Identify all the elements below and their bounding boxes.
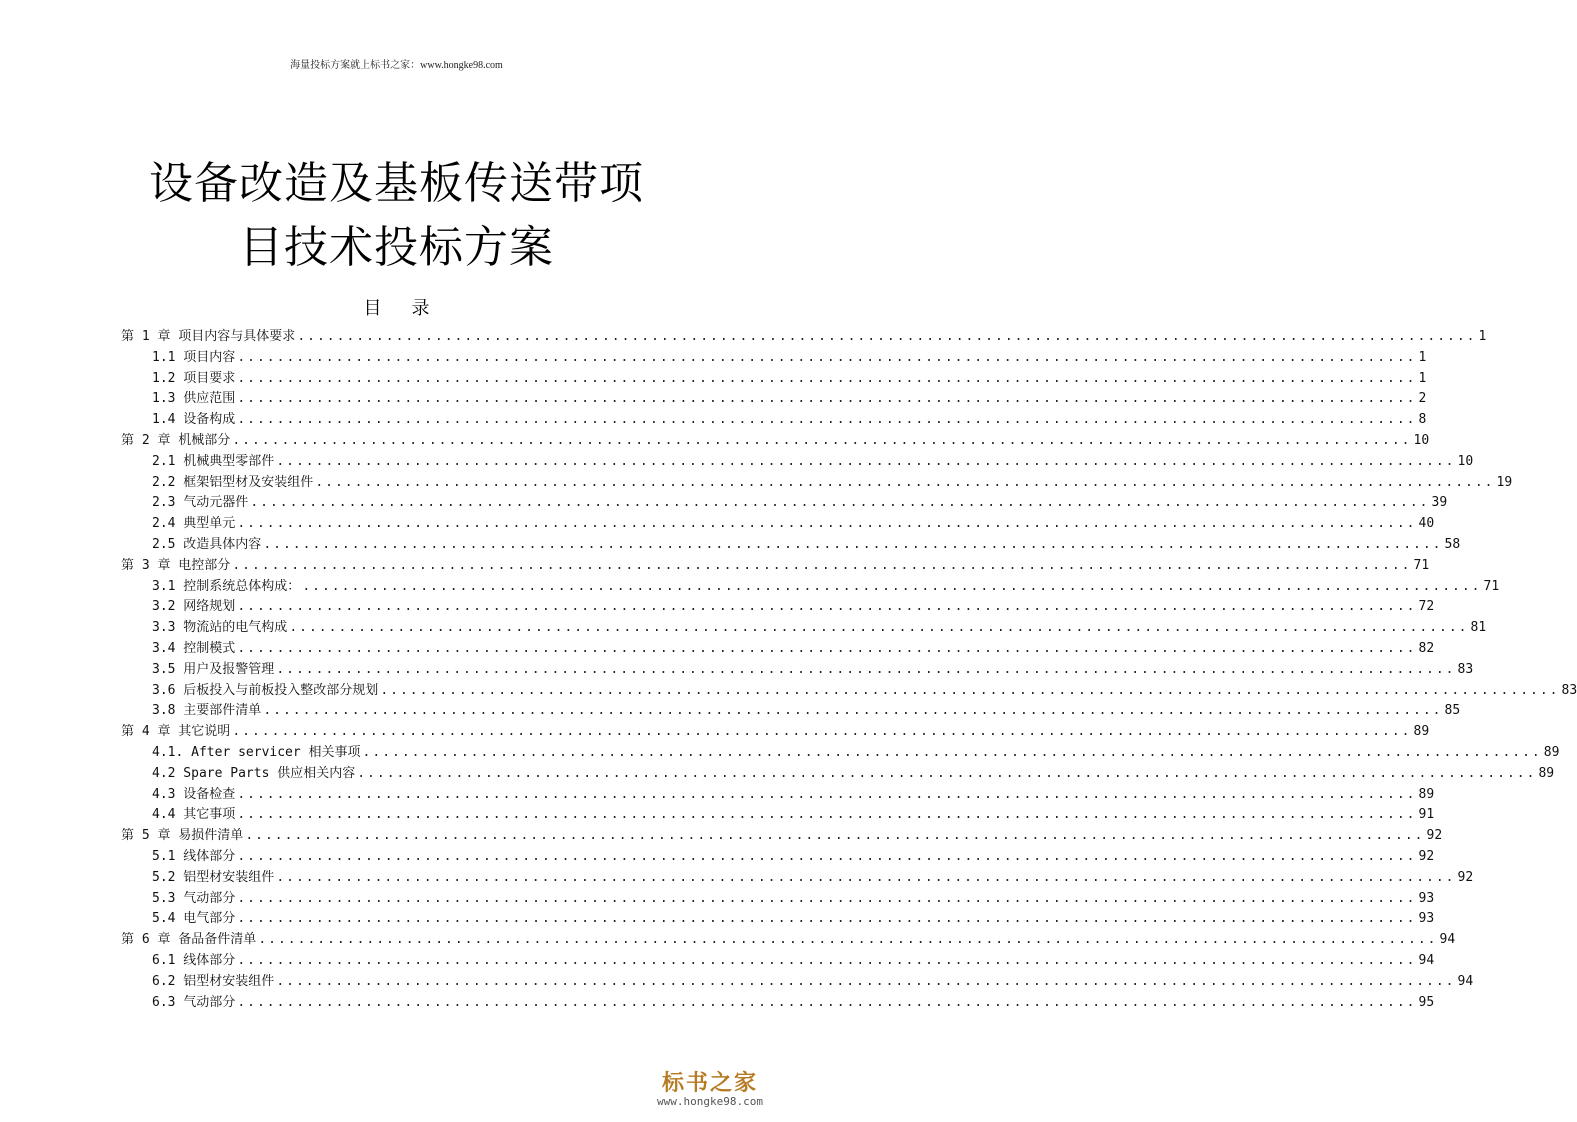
toc-entry-page: 94 <box>1418 952 1435 968</box>
toc-entry-page: 89 <box>1418 786 1435 802</box>
toc-chapter-entry[interactable] <box>121 431 1430 452</box>
toc-section-entry[interactable] <box>121 951 1435 972</box>
toc-entry-page: 39 <box>1431 495 1448 511</box>
toc-section-entry[interactable] <box>121 535 1461 556</box>
toc-section-entry[interactable] <box>121 369 1427 390</box>
toc-leader-dots: ........................................................................................................................ <box>237 994 1417 1010</box>
toc-leader-dots: ........................................................................................................................ <box>302 578 1482 594</box>
toc-entry-page: 89 <box>1413 724 1430 740</box>
toc-leader-dots: ........................................................................................................................ <box>232 557 1412 573</box>
toc-leader-dots: ........................................................................................................................ <box>250 495 1430 511</box>
toc-leader-dots: ........................................................................................................................ <box>237 349 1417 365</box>
toc-entry-page: 10 <box>1457 453 1474 469</box>
toc-leader-dots: ........................................................................................................................ <box>232 724 1412 740</box>
toc-section-entry[interactable] <box>121 514 1435 535</box>
toc-leader-dots: ........................................................................................................................ <box>263 703 1443 719</box>
title-line-1: 设备改造及基板传送带项 <box>149 158 644 209</box>
toc-leader-dots: ........................................................................................................................ <box>237 370 1417 386</box>
document-title <box>0 152 793 280</box>
toc-section-entry[interactable] <box>121 972 1474 993</box>
toc-entry-label: 4.4 其它事项 <box>152 807 236 823</box>
toc-section-entry[interactable] <box>121 660 1474 681</box>
toc-leader-dots: ........................................................................................................................ <box>237 391 1417 407</box>
toc-entry-page: 1 <box>1418 370 1427 386</box>
toc-leader-dots: ........................................................................................................................ <box>237 786 1417 802</box>
toc-section-entry[interactable] <box>121 909 1435 930</box>
toc-leader-dots: ........................................................................................................................ <box>237 412 1417 428</box>
logo-name: 标书之家 <box>661 1071 758 1096</box>
toc-section-entry[interactable] <box>121 764 1555 785</box>
toc-entry-page: 1 <box>1478 329 1487 344</box>
toc-entry-label: 第 6 章 备品备件清单 <box>121 932 257 948</box>
toc-entry-label: 3.3 物流站的电气构成 <box>152 620 288 636</box>
toc-section-entry[interactable] <box>121 889 1435 910</box>
toc-chapter-entry[interactable] <box>121 826 1443 847</box>
toc-section-entry[interactable] <box>121 410 1427 431</box>
toc-entry-label: 3.6 后板投入与前板投入整改部分规划 <box>152 682 379 698</box>
toc-leader-dots: ........................................................................................................................ <box>362 744 1542 760</box>
toc-entry-page: 83 <box>1561 682 1577 698</box>
toc-section-entry[interactable] <box>121 785 1435 806</box>
toc-entry-page: 94 <box>1439 932 1456 948</box>
toc-leader-dots: ........................................................................................................................ <box>237 911 1417 927</box>
toc-entry-page: 92 <box>1457 869 1474 885</box>
toc-leader-dots: ........................................................................................................................ <box>237 807 1417 823</box>
toc-entry-label: 5.2 铝型材安装组件 <box>152 869 275 885</box>
toc-section-entry[interactable] <box>121 348 1427 369</box>
toc-entry-label: 第 5 章 易损件清单 <box>121 828 244 844</box>
toc-section-entry[interactable] <box>121 993 1435 1014</box>
toc-entry-page: 91 <box>1418 807 1435 823</box>
toc-entry-page: 83 <box>1457 661 1474 677</box>
toc-chapter-entry[interactable] <box>121 722 1430 743</box>
toc-entry-page: 71 <box>1483 578 1500 594</box>
toc-entry-label: 第 3 章 电控部分 <box>121 557 231 573</box>
logo-url: www.hongke98.com <box>657 1095 763 1108</box>
toc-chapter-entry[interactable] <box>121 930 1456 951</box>
table-of-contents <box>121 327 1577 1013</box>
toc-leader-dots: ........................................................................................................................ <box>289 620 1469 636</box>
toc-leader-dots: ........................................................................................................................ <box>263 536 1443 552</box>
toc-entry-label: 6.1 线体部分 <box>152 952 236 968</box>
toc-section-entry[interactable] <box>121 493 1448 514</box>
toc-entry-label: 3.1 控制系统总体构成： <box>152 578 301 594</box>
toc-chapter-entry[interactable] <box>121 556 1430 577</box>
toc-entry-page: 93 <box>1418 911 1435 927</box>
toc-section-entry[interactable] <box>121 743 1560 764</box>
toc-entry-label: 1.4 设备构成 <box>152 412 236 428</box>
toc-leader-dots: ........................................................................................................................ <box>237 952 1417 968</box>
toc-section-entry[interactable] <box>121 452 1474 473</box>
toc-leader-dots: ........................................................................................................................ <box>357 765 1537 781</box>
toc-section-entry[interactable] <box>121 868 1474 889</box>
page-header: 海量投标方案就上标书之家：www.hongke98.com <box>290 60 503 71</box>
toc-entry-page: 94 <box>1457 973 1474 989</box>
toc-entry-page: 85 <box>1444 703 1461 719</box>
toc-entry-label: 2.4 典型单元 <box>152 516 236 532</box>
toc-entry-page: 10 <box>1413 432 1430 448</box>
toc-entry-page: 89 <box>1543 744 1560 760</box>
toc-entry-label: 1.2 项目要求 <box>152 370 236 386</box>
toc-entry-label: 4.3 设备检查 <box>152 786 236 802</box>
toc-entry-label: 3.2 网络规划 <box>152 599 236 615</box>
toc-entry-page: 89 <box>1538 765 1555 781</box>
toc-leader-dots: ........................................................................................................................ <box>276 453 1456 469</box>
toc-entry-label: 第 1 章 项目内容与具体要求 <box>121 329 296 344</box>
toc-entry-page: 92 <box>1418 848 1435 864</box>
toc-leader-dots: ........................................................................................................................ <box>276 973 1456 989</box>
toc-leader-dots: ........................................................................................................................ <box>315 474 1495 490</box>
toc-leader-dots: ........................................................................................................................ <box>245 828 1425 844</box>
toc-entry-page: 2 <box>1418 391 1427 407</box>
toc-entry-page: 95 <box>1418 994 1435 1010</box>
toc-leader-dots: ........................................................................................................................ <box>237 516 1417 532</box>
toc-section-entry[interactable] <box>121 847 1435 868</box>
toc-leader-dots: ........................................................................................................................ <box>380 682 1560 698</box>
toc-entry-label: 4.1. After servicer 相关事项 <box>152 744 361 760</box>
toc-entry-label: 3.8 主要部件清单 <box>152 703 262 719</box>
toc-heading: 目录 <box>363 298 460 319</box>
toc-entry-page: 93 <box>1418 890 1435 906</box>
toc-chapter-entry[interactable] <box>121 327 1487 348</box>
toc-entry-label: 4.2 Spare Parts 供应相关内容 <box>152 765 356 781</box>
toc-section-entry[interactable] <box>121 639 1435 660</box>
toc-entry-label: 2.2 框架铝型材及安装组件 <box>152 474 314 490</box>
toc-entry-page: 82 <box>1418 640 1435 656</box>
toc-entry-label: 1.3 供应范围 <box>152 391 236 407</box>
toc-entry-page: 92 <box>1426 828 1443 844</box>
toc-entry-label: 2.1 机械典型零部件 <box>152 453 275 469</box>
toc-section-entry[interactable] <box>121 618 1487 639</box>
toc-section-entry[interactable] <box>121 597 1435 618</box>
toc-leader-dots: ........................................................................................................................ <box>276 661 1456 677</box>
brand-logo <box>640 1066 780 1108</box>
toc-entry-label: 2.5 改造具体内容 <box>152 536 262 552</box>
toc-entry-page: 40 <box>1418 516 1435 532</box>
toc-leader-dots: ........................................................................................................................ <box>237 890 1417 906</box>
title-line-2: 目技术投标方案 <box>239 222 554 273</box>
toc-entry-page: 72 <box>1418 599 1435 615</box>
toc-entry-label: 3.5 用户及报警管理 <box>152 661 275 677</box>
toc-section-entry[interactable] <box>121 701 1461 722</box>
toc-entry-page: 58 <box>1444 536 1461 552</box>
toc-entry-label: 5.1 线体部分 <box>152 848 236 864</box>
toc-leader-dots: ........................................................................................................................ <box>237 599 1417 615</box>
toc-section-entry[interactable] <box>121 473 1513 494</box>
toc-leader-dots: ........................................................................................................................ <box>232 432 1412 448</box>
toc-entry-page: 81 <box>1470 620 1487 636</box>
toc-entry-label: 6.3 气动部分 <box>152 994 236 1010</box>
toc-entry-label: 5.4 电气部分 <box>152 911 236 927</box>
toc-leader-dots: ........................................................................................................................ <box>297 329 1477 344</box>
toc-entry-page: 19 <box>1496 474 1513 490</box>
toc-entry-page: 1 <box>1418 349 1427 365</box>
toc-leader-dots: ........................................................................................................................ <box>276 869 1456 885</box>
toc-entry-label: 第 4 章 其它说明 <box>121 724 231 740</box>
toc-leader-dots: ........................................................................................................................ <box>258 932 1438 948</box>
toc-entry-label: 5.3 气动部分 <box>152 890 236 906</box>
toc-entry-label: 3.4 控制模式 <box>152 640 236 656</box>
toc-entry-label: 1.1 项目内容 <box>152 349 236 365</box>
toc-leader-dots: ........................................................................................................................ <box>237 640 1417 656</box>
toc-section-entry[interactable] <box>121 805 1435 826</box>
toc-leader-dots: ........................................................................................................................ <box>237 848 1417 864</box>
toc-section-entry[interactable] <box>121 681 1577 702</box>
toc-section-entry[interactable] <box>121 389 1427 410</box>
toc-section-entry[interactable] <box>121 577 1500 598</box>
toc-entry-label: 2.3 气动元器件 <box>152 495 249 511</box>
toc-entry-page: 8 <box>1418 412 1427 428</box>
toc-entry-label: 第 2 章 机械部分 <box>121 432 231 448</box>
toc-entry-label: 6.2 铝型材安装组件 <box>152 973 275 989</box>
toc-entry-page: 71 <box>1413 557 1430 573</box>
